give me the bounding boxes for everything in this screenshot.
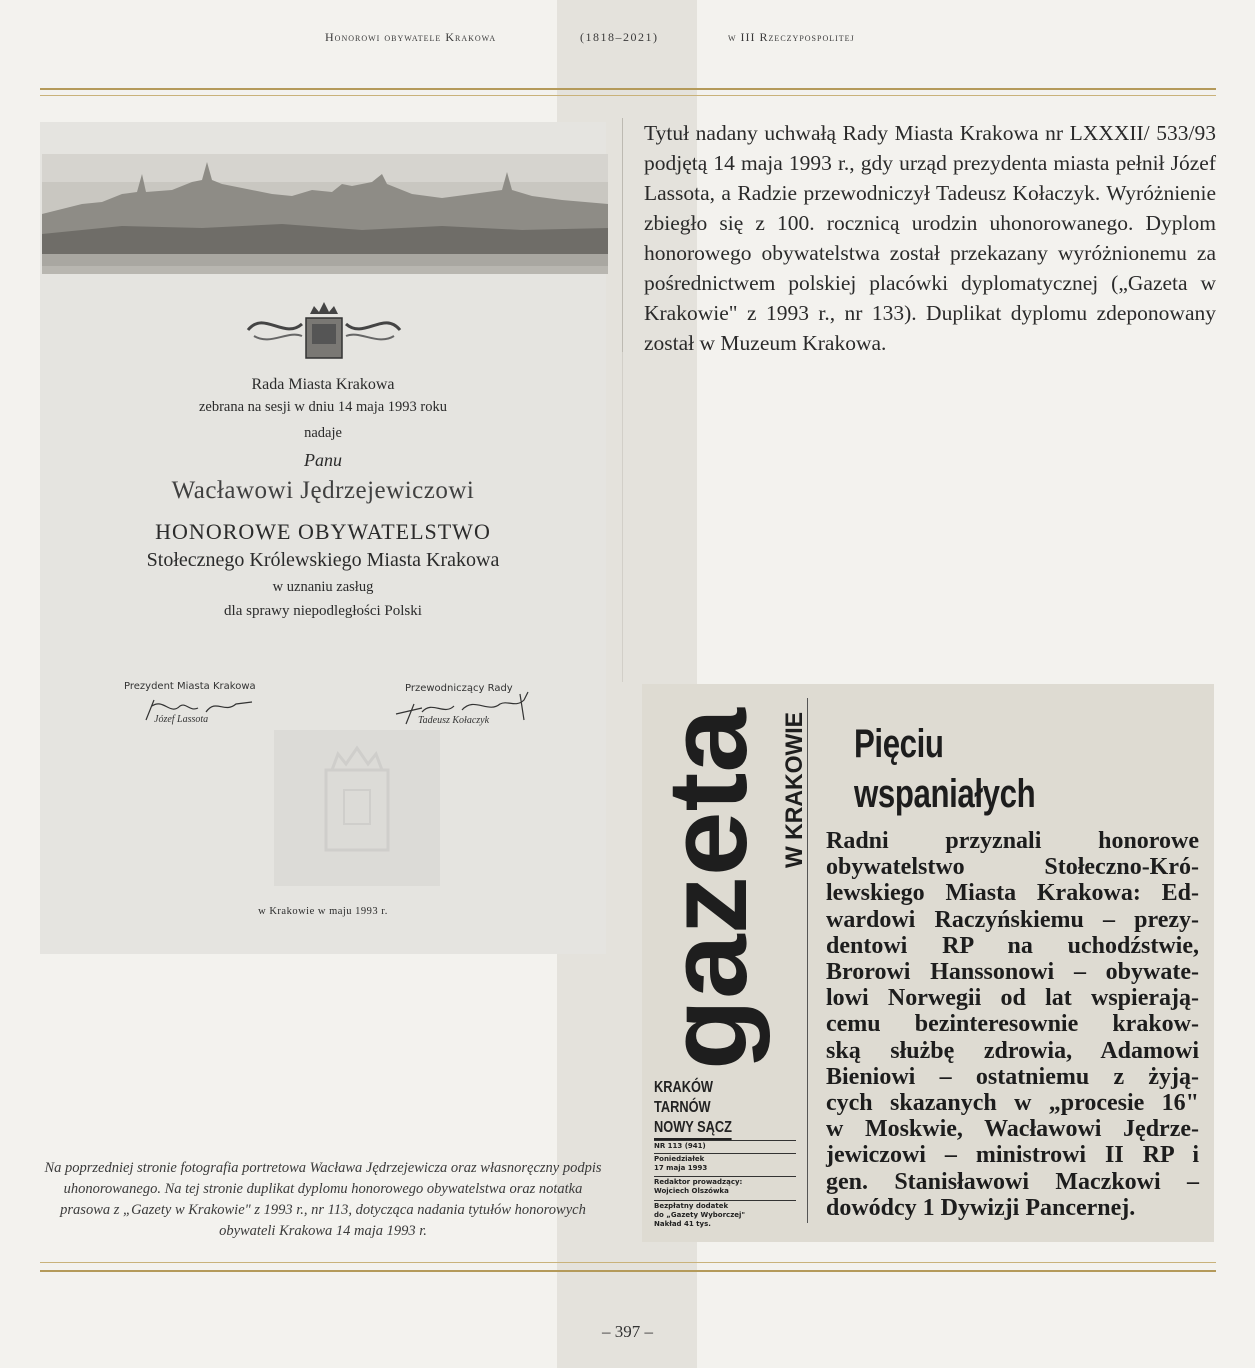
krakow-coat-of-arms-icon <box>244 300 404 362</box>
newspaper-print-run: Nakład 41 tys. <box>654 1220 711 1228</box>
diploma-merit-line: w uznaniu zasług <box>272 579 374 595</box>
diploma-reproduction <box>40 122 606 954</box>
column-divider-mid <box>622 352 623 682</box>
diploma-recipient: Wacławowi Jędrzejewiczowi <box>171 477 475 504</box>
np-line: Brorowi Hanssonowi – obywate- <box>826 959 1199 986</box>
diploma-council-line: Rada Miasta Krakowa <box>251 376 395 393</box>
newspaper-editor-label: Redaktor prowadzący: <box>654 1178 743 1186</box>
diploma-grants-line: nadaje <box>304 425 342 441</box>
newspaper-article-text <box>826 828 1199 1221</box>
diploma-place-date: w Krakowie w maju 1993 r. <box>258 906 388 917</box>
signature-left-name: Józef Lassota <box>154 714 209 725</box>
city-nowy-sacz: NOWY SĄCZ <box>654 1118 732 1140</box>
signature-left-label: Prezydent Miasta Krakowa <box>124 681 256 692</box>
newspaper-masthead <box>645 698 808 1078</box>
newspaper-date: 17 maja 1993 <box>654 1164 708 1172</box>
city-krakow: KRAKÓW <box>654 1079 714 1096</box>
newspaper-clipping <box>642 684 1214 1242</box>
top-rule-thin <box>40 95 1216 96</box>
top-rule <box>40 88 1216 90</box>
newspaper-column-divider <box>807 698 808 1223</box>
np-line: Radni przyznali honorowe <box>826 828 1199 854</box>
np-line: ską służbę zdrowia, Adamowi <box>826 1037 1199 1064</box>
diploma-session-line: zebrana na sesji w dniu 14 maja 1993 roku <box>198 399 448 415</box>
newspaper-supplement-1: Bezpłatny dodatek <box>654 1202 729 1210</box>
np-line: cemu bezinteresownie krakow- <box>826 1011 1199 1038</box>
running-head-left: Honorowi obywatele Krakowa <box>325 30 497 44</box>
bottom-rule <box>40 1270 1216 1272</box>
np-line: dowódcy 1 Dywizji Pancernej. <box>826 1194 1136 1221</box>
signature-right-label: Przewodniczący Rady <box>405 683 513 694</box>
page-number: – 397 – <box>602 1322 653 1341</box>
bottom-rule-thin <box>40 1262 1216 1263</box>
np-line: Bieniowi – ostatniemu z żyją- <box>826 1063 1199 1090</box>
np-line: lowi Norwegii od lat wspierają- <box>826 985 1199 1012</box>
newspaper-issue-number: NR 113 (941) <box>654 1142 706 1150</box>
np-line: jewiczowi – ministrowi II RP i <box>826 1142 1199 1169</box>
newspaper-editor: Wojciech Olszówka <box>654 1187 729 1195</box>
masthead-subtitle: W KRAKOWIE <box>781 705 808 868</box>
running-head-right: w III Rzeczypospolitej <box>728 30 855 44</box>
np-line: obywatelstwo Stołeczno-Kró- <box>826 854 1199 881</box>
krakow-panorama-image <box>42 154 608 274</box>
headline-line-2: wspaniałych <box>854 772 1036 816</box>
diploma-city: Stołecznego Królewskiego Miasta Krakowa <box>146 549 500 571</box>
np-line: w Moskwie, Wacławowi Jędrze- <box>826 1116 1199 1143</box>
np-line: dentowi RP na uchodźstwie, <box>826 932 1199 959</box>
np-line: gen. Stanisławowi Maczkowi – <box>826 1168 1199 1195</box>
article-body-text: Tytuł nadany uchwałą Rady Miasta Krakowa nr LXXXII/ 533/93 podjętą 14 maja 1993 r., gdy urząd prezydenta miasta pełnił Józef Lassota, a Radzie przewodniczył Tadeusz Kołaczyk. Wyróżnienie zbiegło się z 100. rocznicą urodzin uhonorowanego. Dyplom honorowego obywatelstwa został przekazany wyróżnionemu za pośrednictwem polskiej placówki dyplomatycznej („Gazeta w Krakowie" z 1993 r., nr 133). Duplikat dyplomu zdeponowany został w Muzeum Krakowa. <box>644 121 1216 355</box>
newspaper-supplement-2: do „Gazety Wyborczej" <box>654 1211 746 1219</box>
diploma-cause-line: dla sprawy niepodległości Polski <box>224 603 422 619</box>
newspaper-day: Poniedziałek <box>654 1155 705 1163</box>
city-tarnow: TARNÓW <box>654 1099 711 1116</box>
np-line: wardowi Raczyńskiemu – prezy- <box>826 906 1199 933</box>
masthead-gazeta: gazeta <box>645 721 770 1070</box>
diploma-title: HONOROWE OBYWATELSTWO <box>155 519 491 544</box>
headline-line-1: Pięciu <box>854 722 944 766</box>
embossed-seal <box>274 730 440 886</box>
np-line: lewskiego Miasta Krakowa: Ed- <box>826 880 1199 907</box>
running-head-center: (1818–2021) <box>580 30 659 44</box>
signature-right-name: Tadeusz Kołaczyk <box>418 715 490 726</box>
newspaper-cities <box>654 1078 732 1140</box>
np-line: cych skazanych w „procesie 16" <box>826 1090 1199 1117</box>
photo-caption: Na poprzedniej stronie fotografia portretowa Wacława Jędrzejewicza oraz własnoręczny podpis uhonorowanego. Na tej stronie duplikat dyplomu honorowego obywatelstwa oraz notatka prasowa z „Gazety w Krakowie" z 1993 r., nr 113, dotycząca nadania tytułów honorowych obywateli Krakowa 14 maja 1993 r. <box>44 1160 602 1239</box>
diploma-salutation: Panu <box>304 450 342 470</box>
column-divider-top <box>622 118 623 352</box>
